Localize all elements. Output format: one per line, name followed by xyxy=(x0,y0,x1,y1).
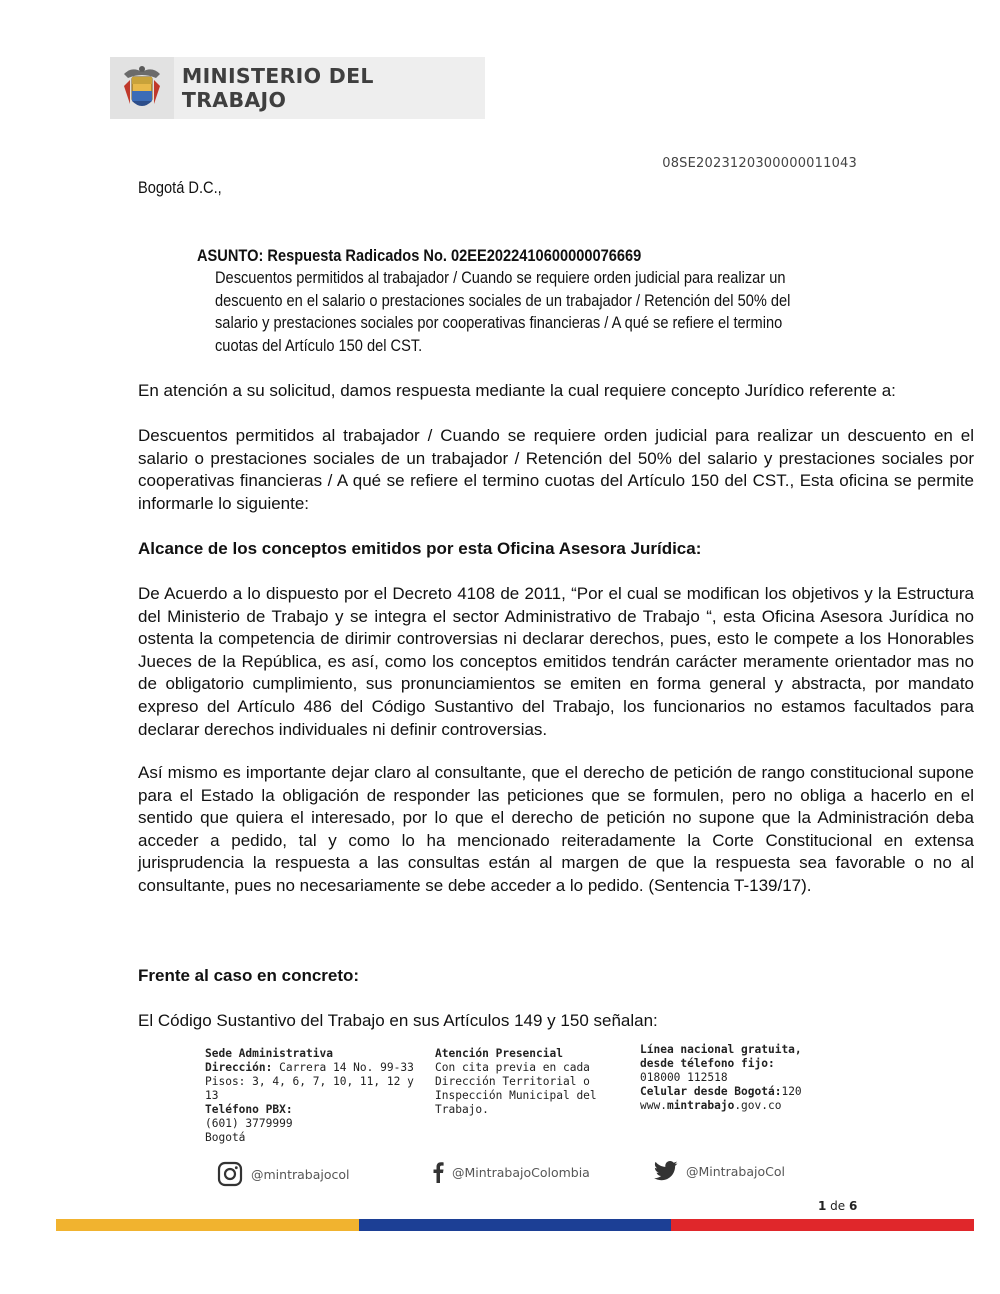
web-domain: mintrabajo xyxy=(666,1099,735,1112)
asunto-detail xyxy=(215,267,851,357)
flag-stripe-blue xyxy=(359,1219,671,1231)
footer-atencion-line: Trabajo. xyxy=(435,1103,489,1116)
asunto-line: salario y prestaciones sociales por cooperativas financieras / A qué se refiere el termino xyxy=(215,313,783,333)
paragraph-text: Descuentos permitidos al trabajador / Cuando se requiere orden judicial para realizar un descuento en el salario o prestaciones sociales de un trabajador / Retención del 50% del salario y prestaciones sociales por cooperativas financieras / A qué se refiere el termino cuotas del Artículo 150 del CST., Esta oficina se permite informarle lo siguiente: xyxy=(138,426,974,513)
direccion-value: Carrera 14 No. 99-33 xyxy=(272,1061,414,1074)
footer-website[interactable] xyxy=(640,1099,840,1113)
footer-atencion xyxy=(435,1047,625,1117)
flag-stripe-yellow xyxy=(56,1219,359,1231)
footer-linea xyxy=(640,1043,840,1113)
ministry-name: MINISTERIO DEL TRABAJO xyxy=(181,64,374,112)
facebook-handle: @MintrabajoColombia xyxy=(452,1164,590,1180)
footer-atencion-title: Atención Presencial xyxy=(435,1047,563,1060)
footer-linea-subtitle: desde télefono fijo: xyxy=(640,1057,775,1070)
page-of: de xyxy=(826,1199,849,1213)
twitter-handle: @MintrabajoCol xyxy=(686,1163,785,1179)
ministry-logo xyxy=(110,57,485,119)
footer-telefono-label: Teléfono PBX: xyxy=(205,1103,293,1116)
page-total: 6 xyxy=(849,1199,858,1213)
footer-pisos: Pisos: 3, 4, 6, 7, 10, 11, 12 y 13 xyxy=(205,1075,414,1102)
articles-paragraph xyxy=(138,1010,974,1033)
asunto-line: cuotas del Artículo 150 del CST. xyxy=(215,335,423,355)
footer-phone: 018000 112518 xyxy=(640,1071,728,1084)
flag-stripe-red xyxy=(671,1219,974,1231)
footer-city: Bogotá xyxy=(205,1131,246,1144)
footer-atencion-line: Inspección Municipal del xyxy=(435,1089,597,1102)
page-number xyxy=(818,1199,857,1213)
footer-sede xyxy=(205,1047,430,1145)
footer-telefono-value: (601) 3779999 xyxy=(205,1117,293,1130)
asunto-line: Descuentos permitidos al trabajador / Cuando se requiere orden judicial para realizar un xyxy=(215,268,786,287)
radicado-number: 08SE2023120300000011043 xyxy=(662,156,857,171)
paragraph-text: En atención a su solicitud, damos respuesta mediante la cual requiere concepto Jurídico referente a: xyxy=(138,381,896,400)
asunto-line: descuento en el salario o prestaciones sociales de un trabajador / Retención del 50% del xyxy=(215,290,791,310)
topic-paragraph xyxy=(138,425,974,515)
footer-cell xyxy=(640,1085,840,1099)
instagram-handle: @mintrabajocol xyxy=(251,1166,350,1182)
section-heading-alcance: Alcance de los conceptos emitidos por esta Oficina Asesora Jurídica: xyxy=(138,539,702,558)
web-suffix: .gov.co xyxy=(734,1099,782,1112)
footer-atencion-line: Con cita previa en cada xyxy=(435,1061,590,1074)
asunto-title: ASUNTO: Respuesta Radicados No. 02EE2022410600000076669 xyxy=(197,246,642,265)
paragraph-text: Así mismo es importante dejar claro al consultante, que el derecho de petición de rango constitucional supone para el Estado la obligación de responder las peticiones que se formulen, pero no obliga a hacerlo en el sentido que quiera el interesado, por lo que el derecho de petición no supone que la Administración deba acceder a pedido, tal y como lo ha mencionado reiteradamente la Corte Constitucional en extensa jurisprudencia la respuesta a las consultas están al margen de que la respuesta sea favorable o no al consultante, pues no necesariamente se debe acceder a lo pedido. (Sentencia T-139/17). xyxy=(138,763,974,895)
paragraph-text: De Acuerdo a lo dispuesto por el Decreto 4108 de 2011, “Por el cual se modifican los objetivos y la Estructura del Ministerio de Trabajo y se integra el sector Administrativo de Trabajo “, esta Oficina Asesora Jurídica no ostenta la competencia de dirimir controversias ni declarar derechos, pues, esto le compete a los Honorables Jueces de la República, es así, como los conceptos emitidos tendrán carácter meramente orientador mas no de obligatorio cumplimiento, sus pronunciamientos se emiten en forma general y abstracta, por mandato expreso del Artículo 486 del Código Sustantivo del Trabajo, los funcionarios no estamos facultados para declarar derechos individuales ni definir controversias. xyxy=(138,584,974,739)
twitter-link[interactable] xyxy=(654,1161,785,1181)
facebook-icon xyxy=(432,1161,444,1183)
instagram-link[interactable] xyxy=(217,1161,349,1187)
facebook-link[interactable] xyxy=(432,1161,590,1183)
twitter-icon xyxy=(654,1161,678,1181)
coat-of-arms-icon xyxy=(110,57,174,119)
instagram-icon xyxy=(217,1161,243,1187)
intro-paragraph xyxy=(138,380,974,403)
footer-atencion-line: Dirección Territorial o xyxy=(435,1075,590,1088)
cell-label: Celular desde Bogotá: xyxy=(640,1085,782,1098)
page-current: 1 xyxy=(818,1199,827,1213)
cell-value: 120 xyxy=(781,1085,802,1098)
section-heading-caso: Frente al caso en concreto: xyxy=(138,966,360,985)
web-prefix: www. xyxy=(640,1099,667,1112)
footer-sede-title: Sede Administrativa xyxy=(205,1047,333,1060)
footer-direccion xyxy=(205,1061,430,1075)
petition-paragraph xyxy=(138,762,974,898)
direccion-label: Dirección: xyxy=(205,1061,273,1074)
footer-linea-title: Línea nacional gratuita, xyxy=(640,1043,802,1056)
paragraph-text: El Código Sustantivo del Trabajo en sus Artículos 149 y 150 señalan: xyxy=(138,1011,658,1030)
decree-paragraph xyxy=(138,583,974,741)
place-date: Bogotá D.C., xyxy=(138,178,222,197)
